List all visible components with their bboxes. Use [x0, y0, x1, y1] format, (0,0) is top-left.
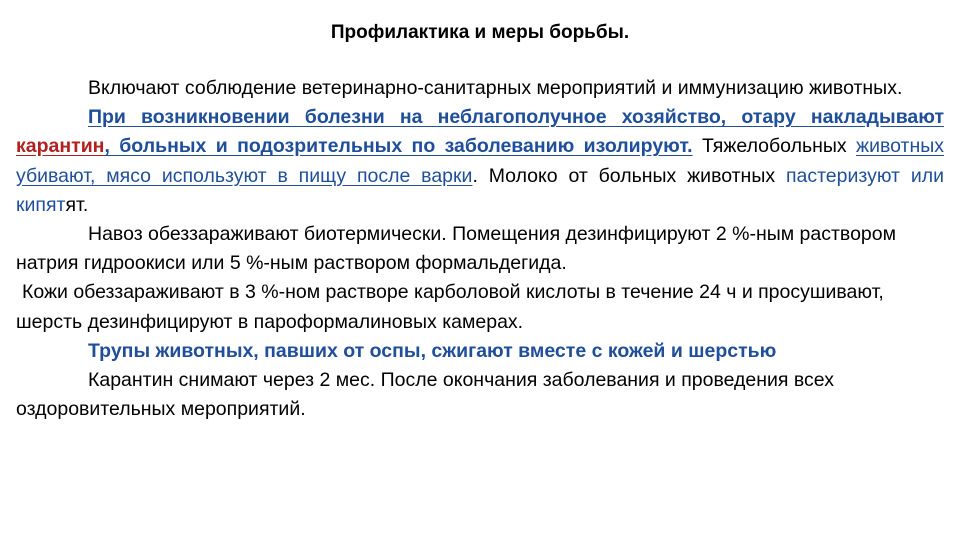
- paragraph-skins: Кожи обеззараживают в 3 %-ном растворе карболовой кислоты в течение 24 ч и просушивают, шерсть дезинфицируют в пароформалиновых камерах.: [16, 281, 884, 333]
- highlight-slaughter: животных убивают, мясо используют в пищу после варки: [16, 135, 944, 187]
- paragraph-lift-quarantine: Карантин снимают через 2 мес. После окончания заболевания и проведения всех оздоровительных мероприятий.: [16, 369, 834, 421]
- slide-title: Профилактика и меры борьбы.: [330, 22, 630, 43]
- paragraph-intro: Включают соблюдение ветеринарно-санитарных мероприятий и иммунизацию животных.: [88, 77, 903, 99]
- text-milk: . Молоко: [472, 164, 569, 187]
- paragraph-manure: Навоз обеззараживают биотермически. Помещения дезинфицируют 2 %-ным раствором натрия гидроокиси или 5 %-ным раствором формальдегида.: [16, 223, 897, 275]
- text-tail: ят.: [65, 193, 89, 216]
- slide-body: [16, 74, 944, 424]
- highlight-pasteurize: пастеризуют или кипят: [16, 164, 944, 216]
- text-from-sick: от больных животных: [568, 164, 786, 187]
- highlight-quarantine: карантин: [16, 135, 105, 158]
- highlight-outbreak: При возникновении болезни на неблагополучное хозяйство, отару накладывают: [88, 106, 944, 129]
- paragraph-carcasses: Трупы животных, павших от оспы, сжигают вместе с кожей и шерстью: [88, 339, 777, 362]
- highlight-isolate: , больных и подозрительных по заболеванию изолируют.: [104, 135, 693, 158]
- paragraph-quarantine: [16, 103, 944, 220]
- text-severely-ill: Тяжелобольных: [692, 135, 857, 158]
